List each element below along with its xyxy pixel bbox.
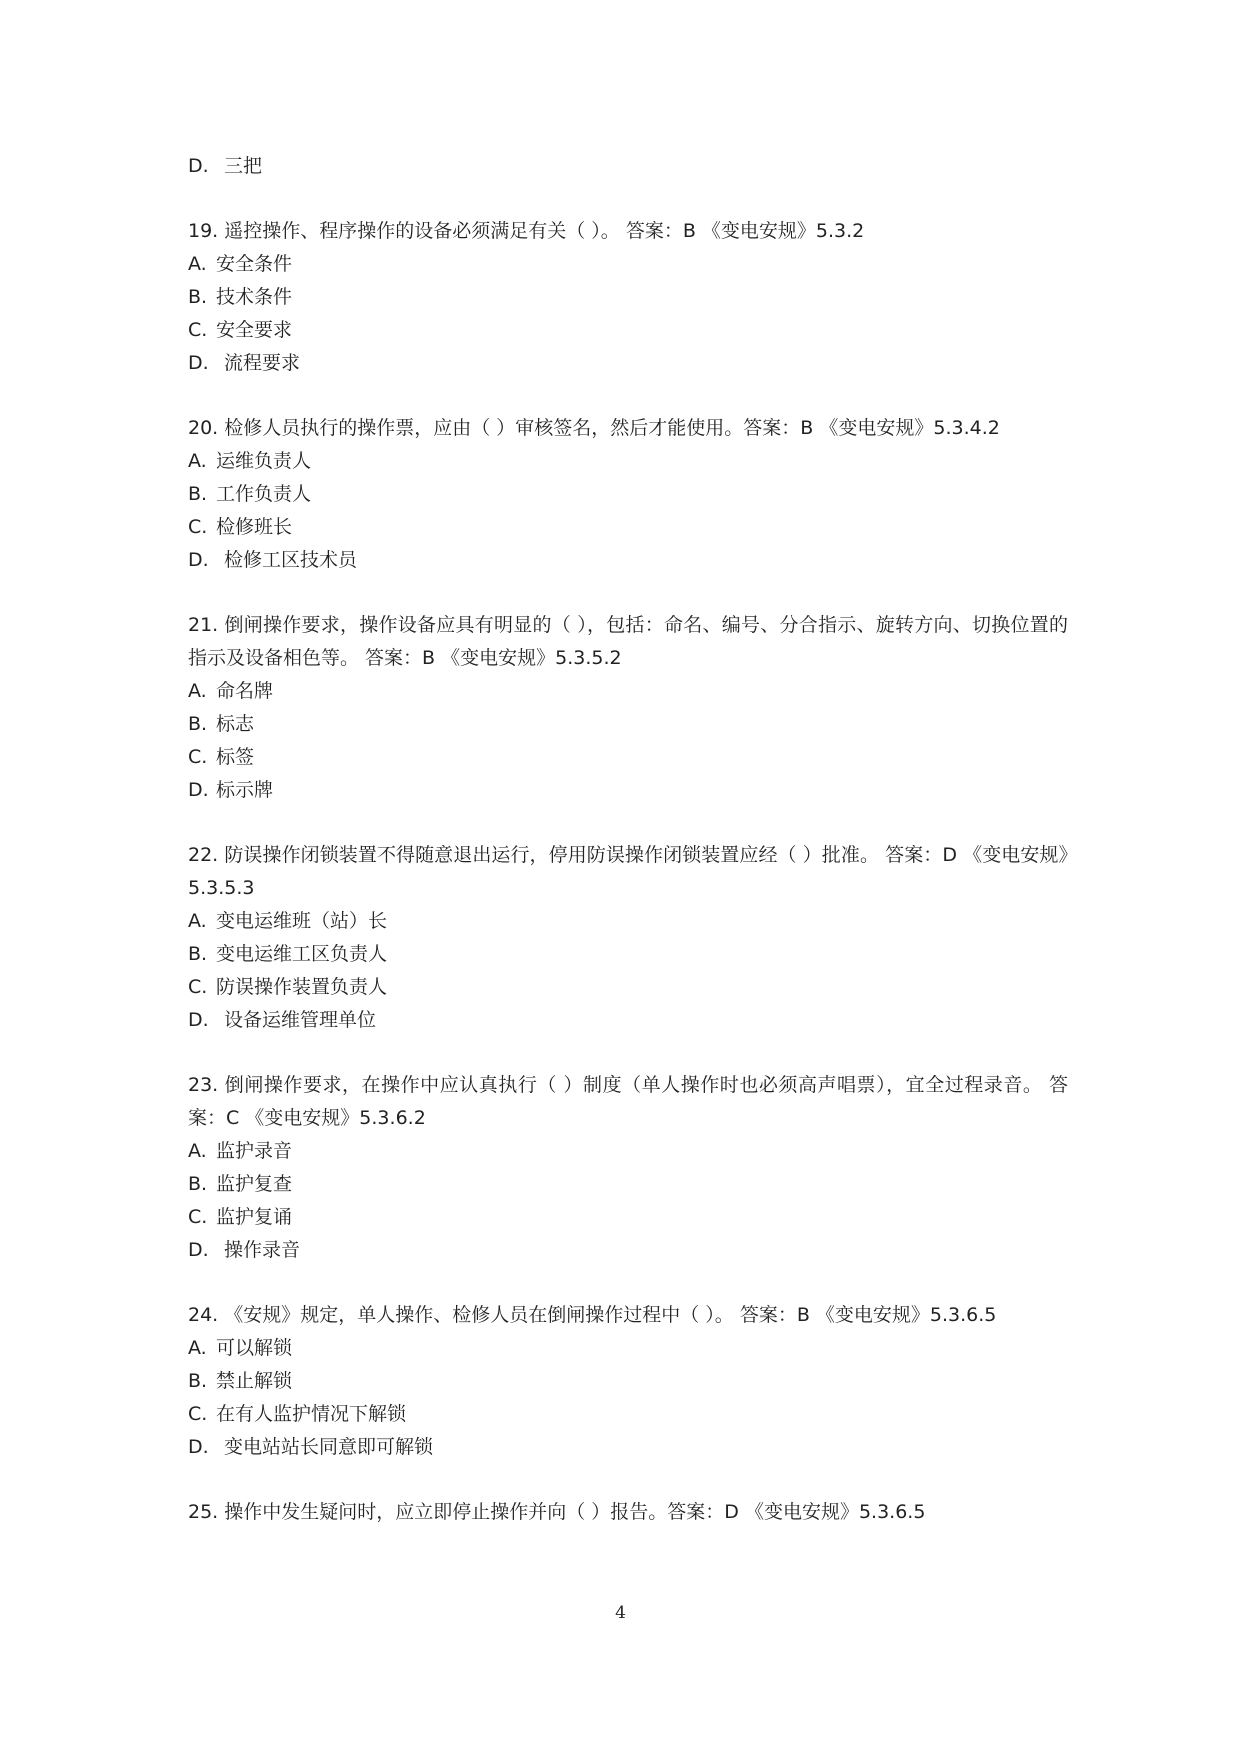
- option-text: 工作负责人: [216, 483, 312, 505]
- option-letter: C.: [188, 319, 208, 341]
- question-text: 19. 遥控操作、程序操作的设备必须满足有关（ ）。 答案：B 《变电安规》5.3.2: [188, 220, 865, 242]
- option-a: [188, 905, 1068, 938]
- option-text: 变电站站长同意即可解锁: [224, 1436, 434, 1458]
- option-text: 流程要求: [224, 352, 301, 374]
- option-b: [188, 1365, 1068, 1398]
- option-letter: A.: [188, 253, 207, 275]
- option-text: 安全要求: [216, 319, 293, 341]
- question-text: 25. 操作中发生疑问时，应立即停止操作并向（ ）报告。答案：D 《变电安规》5.3.6.5: [188, 1501, 926, 1523]
- option-text: 运维负责人: [216, 450, 312, 472]
- option-b: [188, 938, 1068, 971]
- option-b: [188, 1168, 1068, 1201]
- option-letter: C.: [188, 1206, 208, 1228]
- option-text: 在有人监护情况下解锁: [216, 1403, 407, 1425]
- option-letter: B.: [188, 713, 208, 735]
- option-letter: C.: [188, 1403, 208, 1425]
- question-text: 21. 倒闸操作要求，操作设备应具有明显的（ ），包括：命名、编号、分合指示、旋转方向、切换位置的指示及设备相色等。 答案：B 《变电安规》5.3.5.2: [188, 614, 1068, 669]
- option-d: [188, 774, 1068, 807]
- option-c: [188, 741, 1068, 774]
- option-text: 禁止解锁: [216, 1370, 293, 1392]
- option-text: 技术条件: [216, 286, 293, 308]
- option-b: [188, 478, 1068, 511]
- option-d: [188, 1431, 1068, 1464]
- option-text: 检修班长: [216, 516, 293, 538]
- option-letter: B.: [188, 1370, 208, 1392]
- option-a: [188, 445, 1068, 478]
- option-letter: B.: [188, 286, 208, 308]
- question-20: [188, 412, 1068, 577]
- option-letter: A.: [188, 1140, 207, 1162]
- question-25: [188, 1496, 1068, 1529]
- option-a: [188, 1332, 1068, 1365]
- option-d: [188, 544, 1068, 577]
- question-23: [188, 1069, 1068, 1267]
- option-text: 标示牌: [216, 779, 274, 801]
- option-letter: C.: [188, 516, 208, 538]
- option-text: 检修工区技术员: [224, 549, 358, 571]
- option-c: [188, 971, 1068, 1004]
- option-c: [188, 314, 1068, 347]
- option-letter: C.: [188, 746, 208, 768]
- option-letter: A.: [188, 1337, 207, 1359]
- option-text: 防误操作装置负责人: [216, 976, 388, 998]
- question-text: 22. 防误操作闭锁装置不得随意退出运行，停用防误操作闭锁装置应经（ ）批准。 答案：D 《变电安规》5.3.5.3: [188, 844, 1068, 899]
- option-text: 变电运维工区负责人: [216, 943, 388, 965]
- option-a: [188, 248, 1068, 281]
- option-letter: D.: [188, 779, 209, 801]
- option-c: [188, 511, 1068, 544]
- question-text: 23. 倒闸操作要求，在操作中应认真执行（ ）制度（单人操作时也必须高声唱票），宜全过程录音。 答案：C 《变电安规》5.3.6.2: [188, 1074, 1068, 1129]
- option-c: [188, 1201, 1068, 1234]
- option-b: [188, 281, 1068, 314]
- page-number: 4: [615, 1603, 626, 1623]
- option-text: 监护复查: [216, 1173, 293, 1195]
- question-22: [188, 839, 1068, 1037]
- option-text: 设备运维管理单位: [224, 1009, 377, 1031]
- option-text: 安全条件: [216, 253, 293, 275]
- option-d: [188, 1234, 1068, 1267]
- option-text: 变电运维班（站）长: [216, 910, 388, 932]
- option-text: 可以解锁: [216, 1337, 293, 1359]
- option-text: 标签: [216, 746, 255, 768]
- option-text: 监护录音: [216, 1140, 293, 1162]
- option-letter: C.: [188, 976, 208, 998]
- question-21: [188, 609, 1068, 807]
- option-letter: D.: [188, 352, 209, 374]
- option-letter: A.: [188, 680, 207, 702]
- option-d: [188, 347, 1068, 380]
- option-d-prev: [188, 150, 1068, 183]
- question-text: 20. 检修人员执行的操作票，应由（ ）审核签名，然后才能使用。答案：B 《变电安规》5.3.4.2: [188, 417, 1000, 439]
- option-text: 命名牌: [216, 680, 274, 702]
- option-letter: B.: [188, 943, 208, 965]
- option-letter: D.: [188, 1436, 209, 1458]
- question-19: [188, 215, 1068, 380]
- option-letter: D.: [188, 549, 209, 571]
- question-text: 24. 《安规》规定，单人操作、检修人员在倒闸操作过程中（ ）。 答案：B 《变电安规》5.3.6.5: [188, 1304, 997, 1326]
- option-b: [188, 708, 1068, 741]
- option-a: [188, 675, 1068, 708]
- option-letter: A.: [188, 450, 207, 472]
- option-text: 标志: [216, 713, 255, 735]
- question-list: [188, 150, 1068, 1529]
- option-text: 操作录音: [224, 1239, 301, 1261]
- option-a: [188, 1135, 1068, 1168]
- option-letter: A.: [188, 910, 207, 932]
- option-text: 监护复诵: [216, 1206, 293, 1228]
- option-text: 三把: [224, 155, 263, 177]
- option-letter: B.: [188, 1173, 208, 1195]
- option-c: [188, 1398, 1068, 1431]
- option-d: [188, 1004, 1068, 1037]
- option-letter: D.: [188, 1009, 209, 1031]
- option-letter: D.: [188, 1239, 209, 1261]
- option-letter: B.: [188, 483, 208, 505]
- option-letter: D.: [188, 155, 209, 177]
- question-24: [188, 1299, 1068, 1464]
